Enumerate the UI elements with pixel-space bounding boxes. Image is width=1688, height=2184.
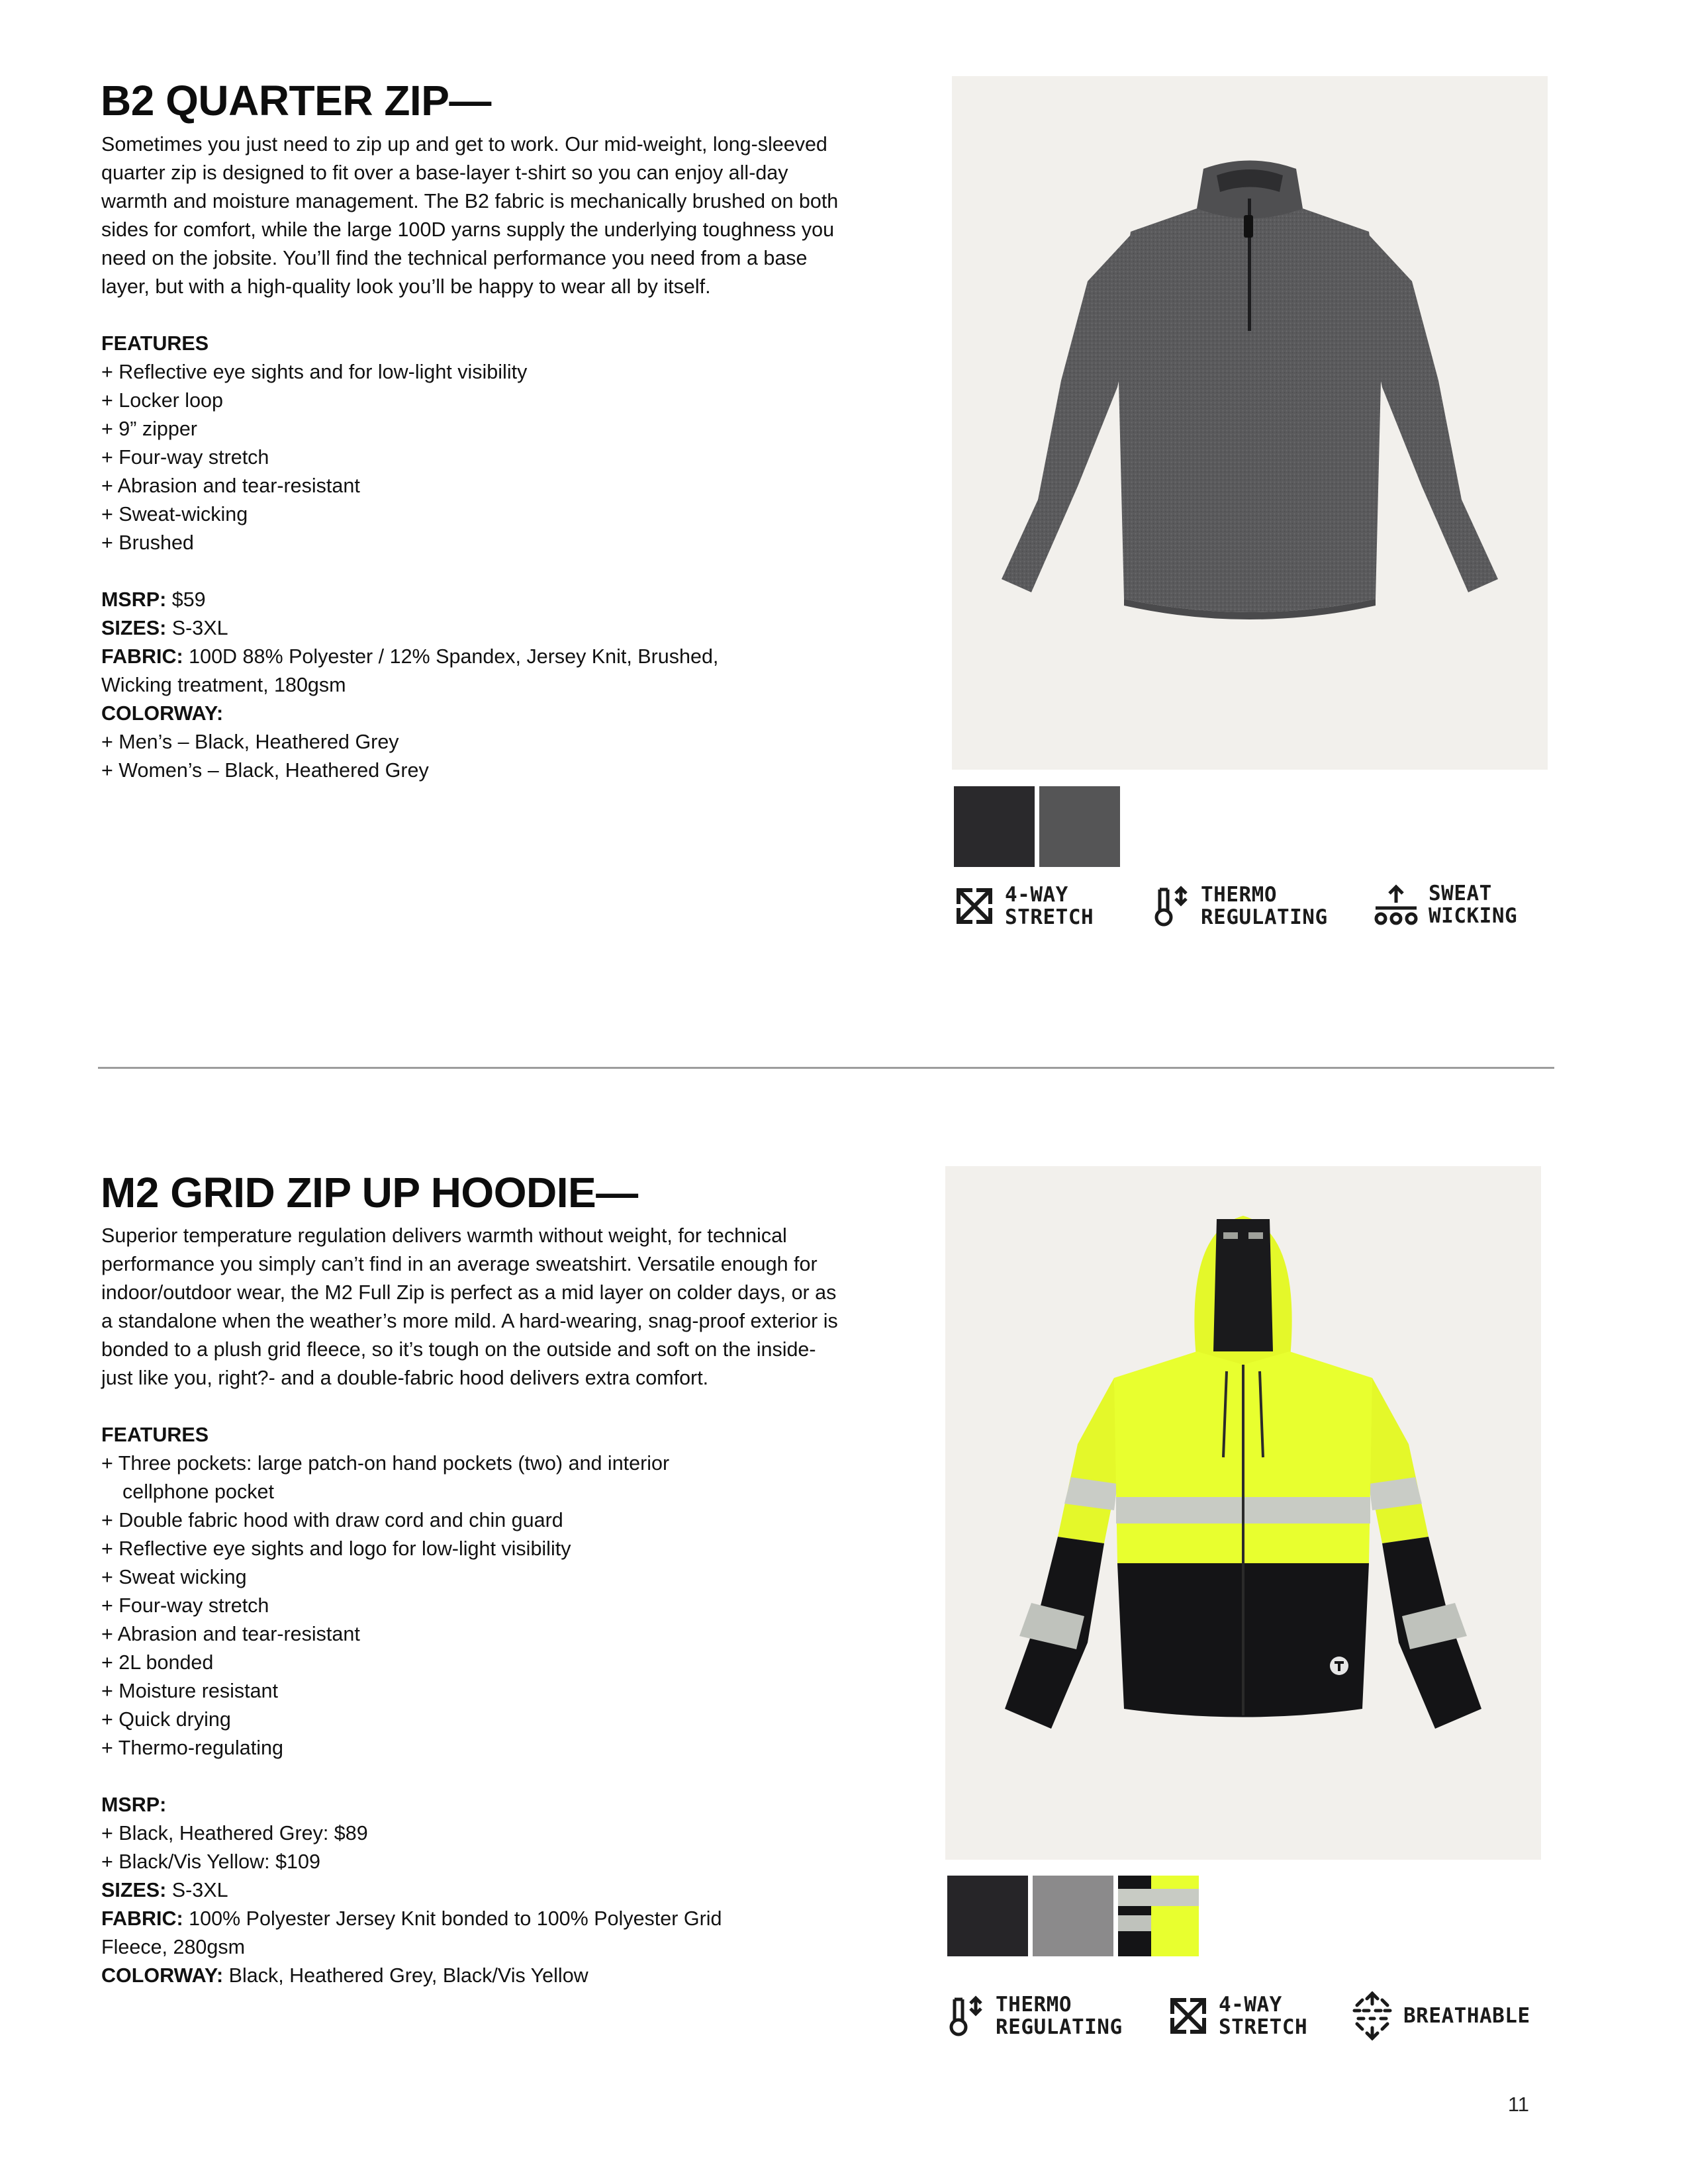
feature-item: + Four-way stretch (101, 1594, 269, 1617)
page-number: 11 (1507, 2093, 1529, 2116)
feature-item: + Abrasion and tear-resistant (101, 475, 360, 497)
badge-sweat-wicking (1373, 882, 1517, 927)
product-photo-hoodie (945, 1166, 1541, 1860)
features-list (101, 1449, 846, 1762)
feature-item: + Sweat wicking (101, 1566, 247, 1588)
feature-item: + Moisture resistant (101, 1680, 278, 1702)
fabric-spec: FABRIC: 100D 88% Polyester / 12% Spandex, Jersey Knit, Brushed, Wicking treatment, 180gsm (101, 645, 719, 696)
color-swatch-black[interactable] (954, 786, 1035, 867)
thermo-regulating-icon (948, 1994, 986, 2038)
feature-item: + Double fabric hood with draw cord and chin guard (101, 1509, 563, 1531)
feature-item: + Brushed (101, 531, 194, 554)
badge-label: 4-WAY STRETCH (1219, 1993, 1308, 2039)
features-list (101, 358, 846, 557)
feature-item: + Four-way stretch (101, 446, 269, 469)
sizes-spec: SIZES: S-3XL (101, 617, 228, 639)
badge-label: THERMO REGULATING (1201, 883, 1328, 929)
sizes-spec: SIZES: S-3XL (101, 1879, 228, 1901)
product-details-b2 (101, 130, 846, 785)
product-description: Sometimes you just need to zip up and get to work. Our mid-weight, long-sleeved quarter zip is designed to fit over a base-layer t-shirt so you can enjoy all-day warmth and moisture management. The B2 fabric is mechanically brushed on both sides for comfort, while the large 100D yarns supply the underlying toughness you need on the jobsite. You’ll find the technical performance you need from a base layer, but with a high-quality look you’ll be happy to wear all by itself. (101, 133, 839, 298)
four-way-stretch-icon (1167, 1995, 1209, 2037)
badge-label: THERMO REGULATING (996, 1993, 1123, 2039)
colorway-item: + Women’s – Black, Heathered Grey (101, 759, 429, 782)
colorway-spec-label: COLORWAY: (101, 702, 224, 725)
feature-item: + 9” zipper (101, 418, 197, 440)
badge-breathable (1350, 1991, 1530, 2041)
feature-item: cellphone pocket (122, 1480, 274, 1503)
badge-four-way-stretch (953, 884, 1094, 929)
badge-label: BREATHABLE (1403, 2004, 1530, 2028)
badge-thermo-regulating (1153, 884, 1328, 929)
badge-thermo-regulating (948, 1993, 1123, 2038)
product-photo-quarter-zip (952, 76, 1548, 770)
feature-item: + Locker loop (101, 389, 223, 412)
msrp-item: + Black, Heathered Grey: $89 (101, 1822, 368, 1844)
feature-item: + Quick drying (101, 1708, 231, 1731)
hoodie-illustration (945, 1166, 1541, 1860)
product-description: Superior temperature regulation delivers warmth without weight, for technical performance you simply can’t find in an average sweatshirt. Versatile enough for indoor/outdoor wear, the M2 Full Zip is perfect as a mid layer on colder days, or as a standalone when the weather’s more mild. A hard-wearing, snag-proof exterior is bonded to a plush grid fleece, so it’s tough on the outside and soft on the inside-just like you, right?- and a double-fabric hood delivers extra comfort. (101, 1224, 838, 1389)
msrp-spec-label: MSRP: (101, 1794, 167, 1816)
badge-label: 4-WAY STRETCH (1005, 883, 1094, 929)
badge-four-way-stretch (1167, 1993, 1307, 2038)
msrp-spec: MSRP: $59 (101, 588, 206, 611)
feature-item: + Reflective eye sights and for low-light visibility (101, 361, 528, 383)
badge-label: SWEAT WICKING (1429, 882, 1518, 928)
colorway-item: + Men’s – Black, Heathered Grey (101, 731, 399, 753)
thermo-regulating-icon (1153, 884, 1192, 928)
feature-item: + Thermo-regulating (101, 1737, 283, 1759)
color-swatch-heathered-grey[interactable] (1033, 1876, 1113, 1956)
product-title-m2-grid-zip-up-hoodie: M2 GRID ZIP UP HOODIE— (101, 1169, 638, 1216)
vis-yellow-swatch-pattern (1118, 1876, 1199, 1956)
feature-item: + Three pockets: large patch-on hand pockets (two) and interior (101, 1452, 670, 1475)
sweat-wicking-icon (1373, 883, 1419, 927)
msrp-item: + Black/Vis Yellow: $109 (101, 1850, 320, 1873)
product-details-m2 (101, 1222, 846, 1990)
feature-item: + Sweat-wicking (101, 503, 248, 525)
section-divider (98, 1067, 1554, 1069)
quarter-zip-illustration (952, 76, 1548, 770)
breathable-icon (1350, 1991, 1394, 2041)
features-heading: FEATURES (101, 1424, 209, 1446)
feature-item: + Abrasion and tear-resistant (101, 1623, 360, 1645)
four-way-stretch-icon (953, 885, 996, 927)
feature-item: + Reflective eye sights and logo for low-light visibility (101, 1537, 571, 1560)
color-swatch-black-vis-yellow[interactable] (1118, 1876, 1199, 1956)
features-heading: FEATURES (101, 332, 209, 355)
color-swatch-black[interactable] (947, 1876, 1028, 1956)
product-title-b2-quarter-zip: B2 QUARTER ZIP— (101, 77, 491, 124)
colorway-spec: COLORWAY: Black, Heathered Grey, Black/Vis Yellow (101, 1964, 588, 1987)
color-swatch-heathered-grey[interactable] (1039, 786, 1120, 867)
feature-item: + 2L bonded (101, 1651, 214, 1674)
fabric-spec: FABRIC: 100% Polyester Jersey Knit bonded to 100% Polyester Grid Fleece, 280gsm (101, 1907, 722, 1958)
